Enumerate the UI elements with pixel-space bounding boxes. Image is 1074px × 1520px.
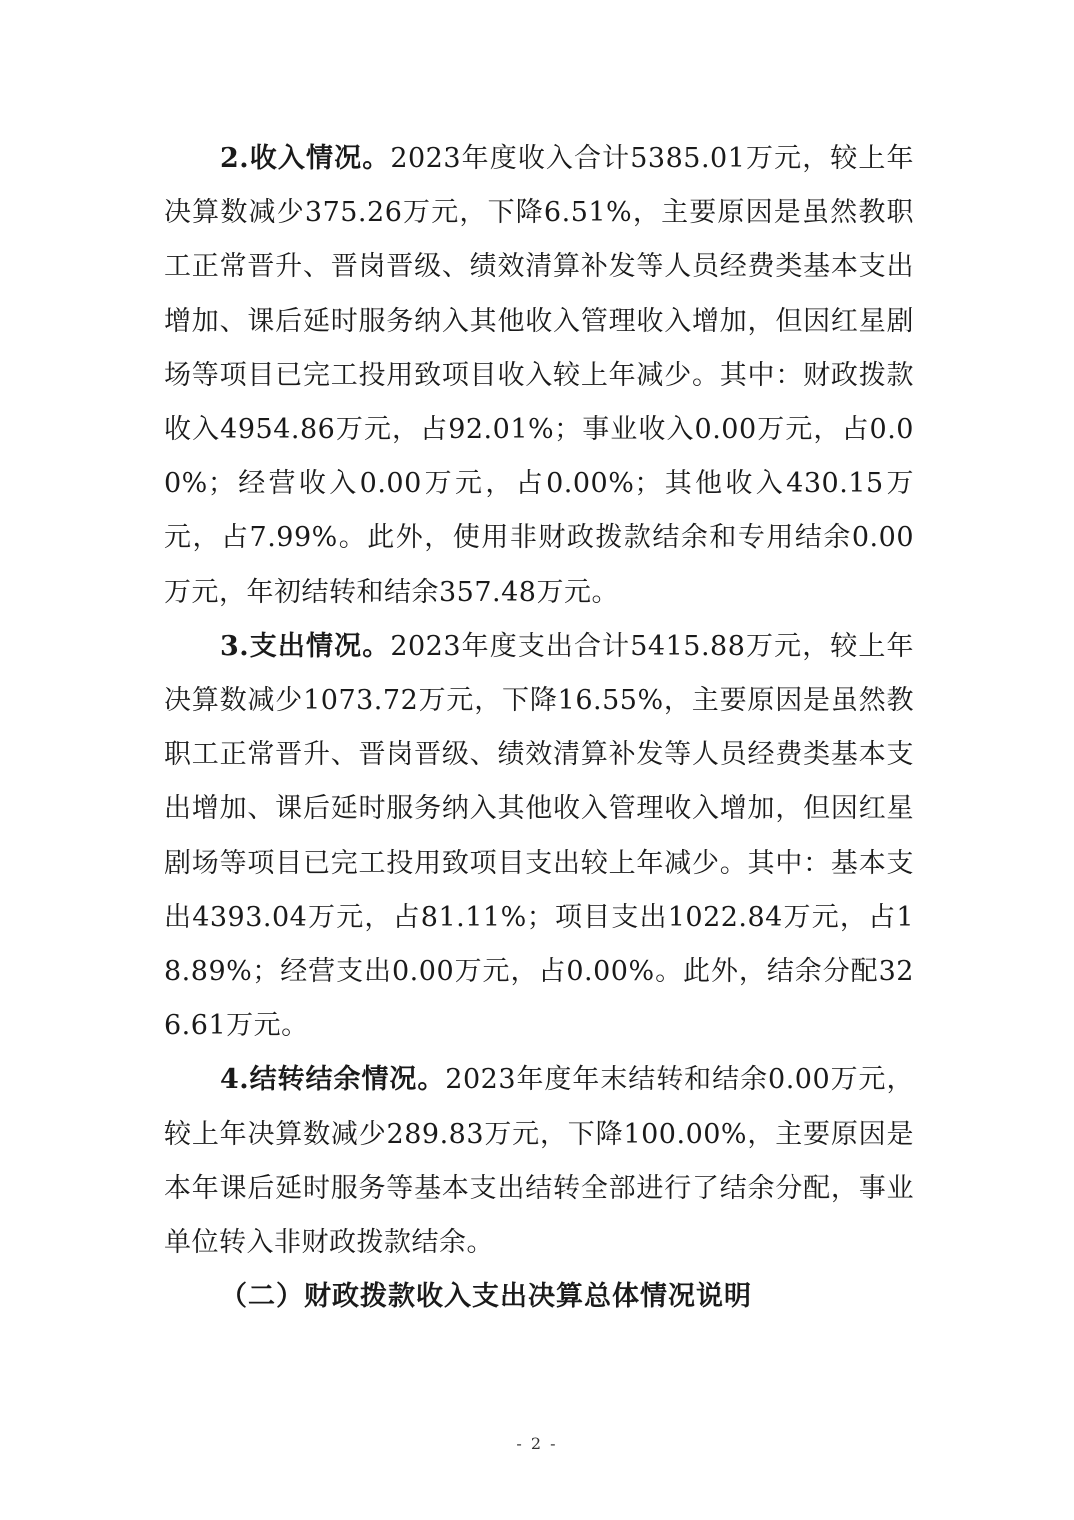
section-title: （二）财政拨款收入支出决算总体情况说明 xyxy=(220,1281,752,1313)
heading-expenditure: 3.支出情况。 xyxy=(220,630,391,662)
page-number: - 2 - xyxy=(516,1434,558,1453)
paragraph-income xyxy=(164,132,914,620)
paragraph-expenditure xyxy=(164,620,914,1054)
text-carryover: 2023年度年末结转和结余0.00万元，较上年决算数减少289.83万元，下降100.00%，主要原因是本年课后延时服务等基本支出结转全部进行了结余分配，事业单位转入非财政拨款结余。 xyxy=(164,1064,914,1259)
text-income: 2023年度收入合计5385.01万元，较上年决算数减少375.26万元，下降6.51%，主要原因是虽然教职工正常晋升、晋岗晋级、绩效清算补发等人员经费类基本支出增加、课后延时服务纳入其他收入管理收入增加，但因红星剧场等项目已完工投用致项目收入较上年减少。其中：财政拨款收入4954.86万元，占92.01%；事业收入0.00万元，占0.00%；经营收入0.00万元，占0.00%；其他收入430.15万元，占7.99%。此外，使用非财政拨款结余和专用结余0.00万元，年初结转和结余357.48万元。 xyxy=(164,143,915,608)
document-body xyxy=(164,132,914,1324)
heading-carryover: 4.结转结余情况。 xyxy=(220,1064,446,1096)
text-expenditure: 2023年度支出合计5415.88万元，较上年决算数减少1073.72万元，下降16.55%，主要原因是虽然教职工正常晋升、晋岗晋级、绩效清算补发等人员经费类基本支出增加、课后延时服务纳入其他收入管理收入增加，但因红星剧场等项目已完工投用致项目支出较上年减少。其中：基本支出4393.04万元，占81.11%；项目支出1022.84万元，占18.89%；经营支出0.00万元，占0.00%。此外，结余分配326.61万元。 xyxy=(164,630,915,1042)
heading-income: 2.收入情况。 xyxy=(220,143,391,174)
paragraph-carryover xyxy=(164,1053,914,1270)
